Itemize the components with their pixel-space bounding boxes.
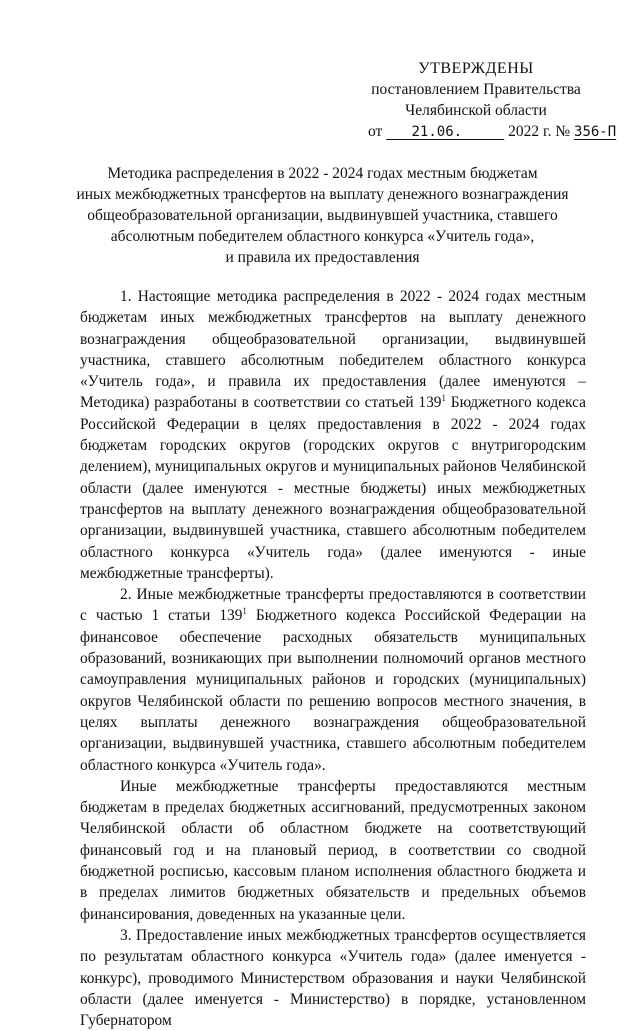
title-line-2: иных межбюджетных трансфертов на выплату денежного вознаграждения xyxy=(76,186,569,203)
paragraph-3: Иные межбюджетные трансферты предоставляются местным бюджетам в пределах бюджетных ассигнований, предусмотренных законом Челябинской области об областном бюджете на соответствующий финансовый год и на плановый период, в соответствии со сводной бюджетной росписью, кассовым планом исполнения областного бюджета и в пределах лимитов бюджетных обязательств и предельных объемов финансирования, доведенных на указанные цели. xyxy=(80,777,586,923)
handwritten-number: 356-П xyxy=(574,124,617,140)
superscript-1: 1 xyxy=(441,393,446,404)
approval-stamp xyxy=(356,58,617,143)
approval-date-line xyxy=(368,121,617,143)
paragraph-4: 3. Предоставление иных межбюджетных трансфертов осуществляется по результатам областного конкурса «Учитель года» (далее именуется - конкурс), проводимого Министерством образования и науки Челябинской области (далее именуется - Министерство) в порядке, установленном Губернатором xyxy=(80,926,586,1030)
approval-line-1: постановлением Правительства xyxy=(371,81,581,98)
superscript-2: 1 xyxy=(242,606,247,617)
approval-line-2: Челябинской области xyxy=(405,102,547,119)
title-line-4: абсолютным победителем областного конкурса «Учитель года», xyxy=(110,228,535,245)
paragraph-1: 1. Настоящие методика распределения в 2022 - 2024 годах местным бюджетам иных межбюджетных трансфертов на выплату денежного вознаграждения общеобразовательной организации, выдвинувшей участника, ставшего абсолютным победителем областного конкурса «Учитель года», и правила их предоставления (далее именуются – Методика) разработаны в соответствии со статьей $139^1$ Бюджетного кодекса Российской Федерации в целях предоставления в 2022 - 2024 годах бюджетам городских округов (городских округов с внутригородским делением), муниципальных округов и муниципальных районов Челябинской области (далее именуются - местные бюджеты) иных межбюджетных трансфертов на выплату денежного вознаграждения общеобразовательной организации, выдвинувшей участника, ставшего абсолютным победителем областного конкурса «Учитель года» (далее именуются - иные межбюджетные трансферты). xyxy=(80,288,586,582)
document-body xyxy=(80,286,586,1031)
title-line-1: Методика распределения в 2022 - 2024 годах местным бюджетам xyxy=(107,165,538,182)
title-line-3: общеобразовательной организации, выдвинувшей участника, ставшего xyxy=(87,207,558,224)
document-title xyxy=(60,163,585,268)
paragraph-2: 2. Иные межбюджетные трансферты предоставляются в соответствии с частью 1 статьи $139^1$ Бюджетного кодекса Российской Федерации на финансовое обеспечение расходных обязательств муниципальных образований, возникающих при выполнении полномочий органов местного самоуправления муниципальных районов и городских (муниципальных) округов Челябинской области по решению вопросов местного значения, в целях выплаты денежного вознаграждения общеобразовательной организации, выдвинувшей участника, ставшего абсолютным победителем областного конкурса «Учитель года». xyxy=(80,586,586,774)
title-line-5: и правила их предоставления xyxy=(225,249,420,266)
approval-title: УТВЕРЖДЕНЫ xyxy=(418,60,534,77)
year-text: 2022 г. № xyxy=(508,123,571,140)
handwritten-date: 21.06. xyxy=(411,124,463,140)
date-prefix: от xyxy=(368,123,383,140)
